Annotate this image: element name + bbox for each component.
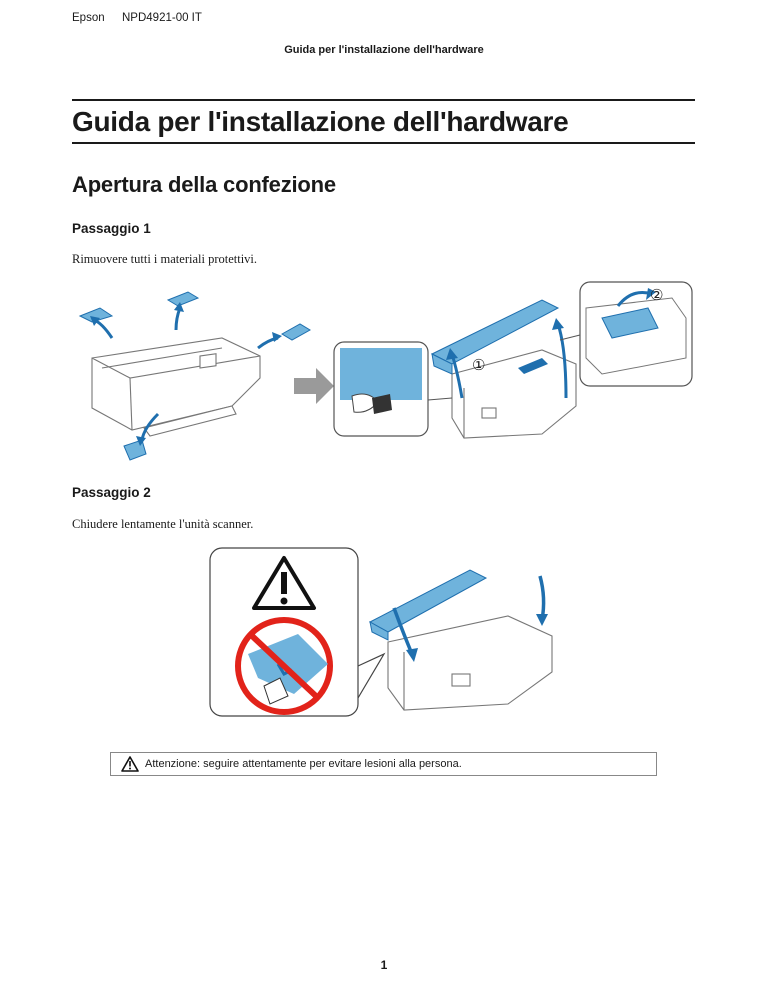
step-1-illustration — [72, 278, 696, 468]
header-brand: Epson — [72, 12, 105, 24]
step-2-label: Passaggio 2 — [72, 485, 151, 500]
section-heading: Apertura della confezione — [72, 172, 336, 197]
callout-1: ① — [472, 356, 486, 374]
page-title: Guida per l'installazione dell'hardware — [72, 106, 569, 137]
warning-triangle-icon — [121, 756, 139, 772]
step-2-text: Chiudere lentamente l'unità scanner. — [72, 517, 254, 531]
caution-text: Attenzione: seguire attentamente per evitare lesioni alla persona. — [145, 758, 462, 770]
step-2-illustration — [208, 546, 570, 720]
step-1-label: Passaggio 1 — [72, 221, 151, 236]
title-top-rule — [72, 99, 695, 101]
running-title: Guida per l'installazione dell'hardware — [284, 44, 484, 56]
title-bottom-rule — [72, 142, 695, 144]
header-doc-code: NPD4921-00 IT — [122, 12, 202, 24]
page-number: 1 — [380, 958, 388, 972]
callout-2: ② — [650, 286, 664, 304]
step-1-text: Rimuovere tutti i materiali protettivi. — [72, 252, 258, 266]
caution-note — [110, 752, 657, 776]
